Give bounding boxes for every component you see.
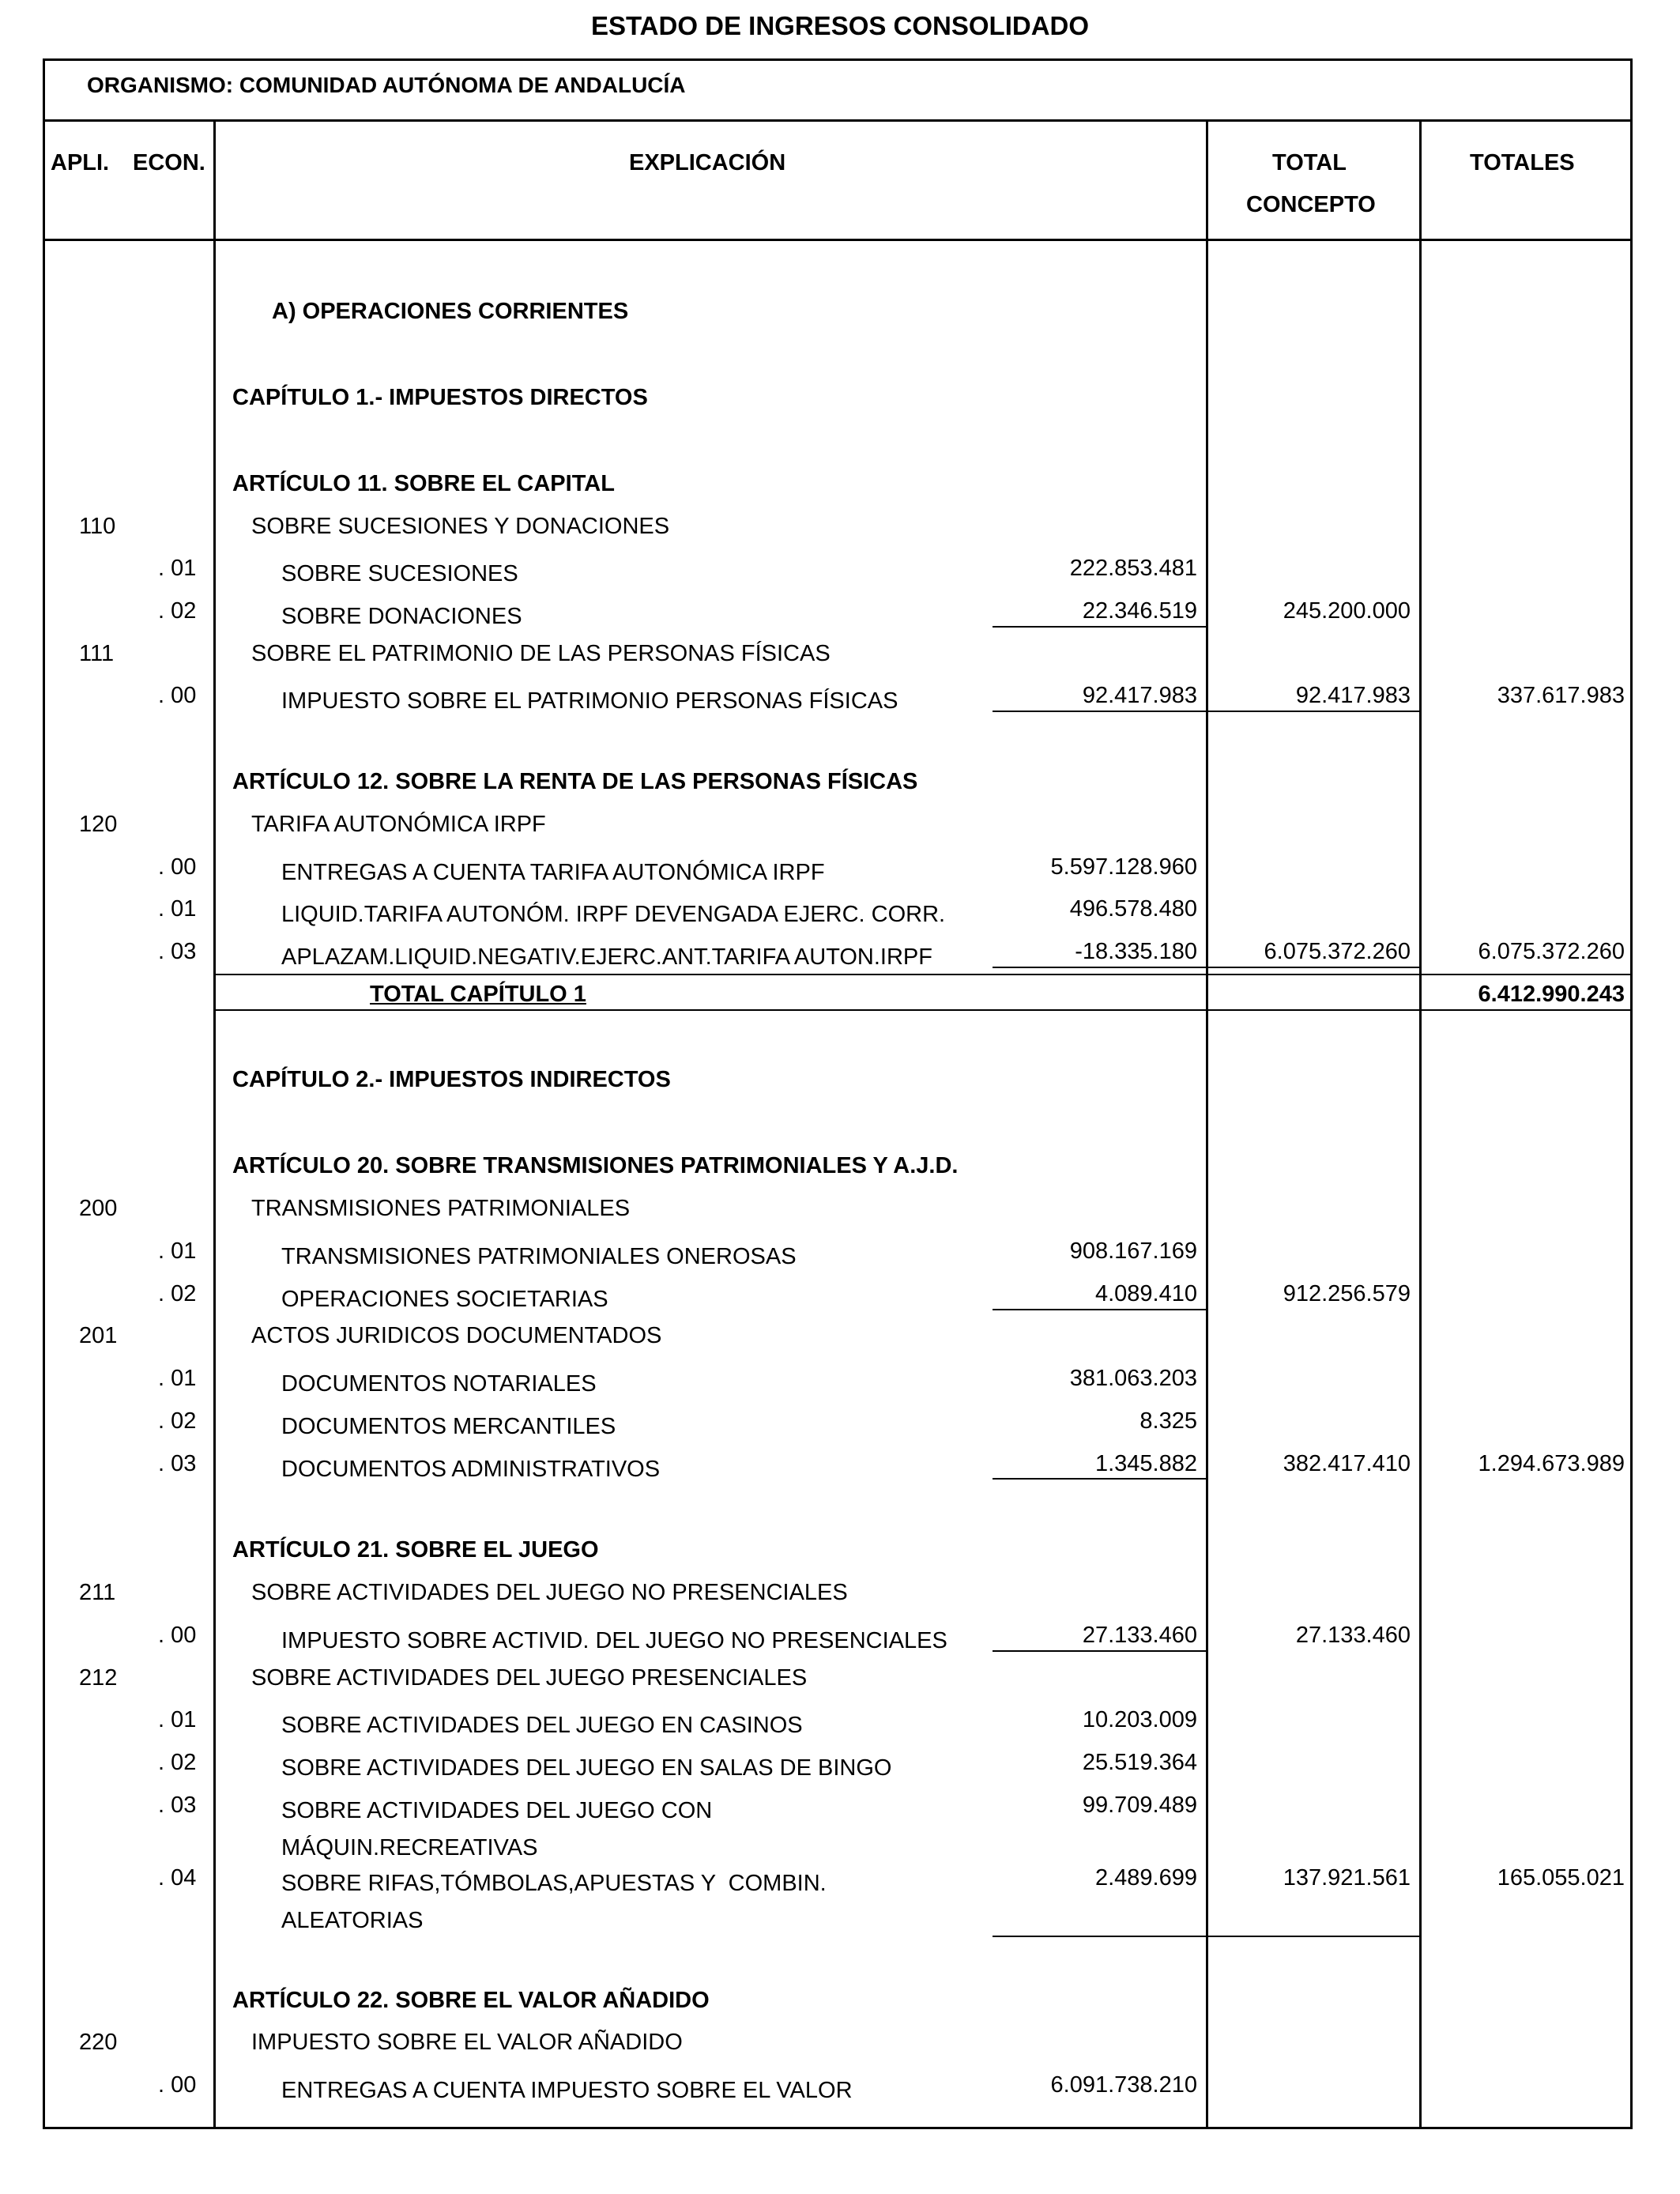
explicacion-text: A) OPERACIONES CORRIENTES bbox=[272, 299, 629, 324]
importe-value: 1.345.882 bbox=[1094, 1451, 1197, 1476]
econ-code: . 02 bbox=[158, 598, 197, 624]
explicacion-text: TOTAL CAPÍTULO 1 bbox=[370, 982, 586, 1007]
explicacion-text: ARTÍCULO 12. SOBRE LA RENTA DE LAS PERSONAS FÍSICAS bbox=[232, 769, 918, 794]
table-row bbox=[0, 896, 1680, 928]
explicacion-text: DOCUMENTOS NOTARIALES bbox=[281, 1371, 597, 1397]
sum-underline bbox=[993, 711, 1207, 712]
divider bbox=[1419, 119, 1422, 2129]
divider bbox=[1206, 119, 1208, 2129]
table-row bbox=[0, 982, 1680, 1013]
econ-code: . 00 bbox=[158, 854, 197, 880]
divider bbox=[213, 119, 216, 2129]
sum-underline bbox=[1206, 1936, 1421, 1937]
totales-value: 6.412.990.243 bbox=[1478, 982, 1625, 1007]
importe-value: 92.417.983 bbox=[1082, 683, 1197, 708]
total-concepto-value: 92.417.983 bbox=[1295, 683, 1411, 708]
econ-code: . 02 bbox=[158, 1750, 197, 1775]
total-concepto-value: 912.256.579 bbox=[1283, 1281, 1411, 1306]
table-row bbox=[0, 1196, 1680, 1227]
explicacion-text: APLAZAM.LIQUID.NEGATIV.EJERC.ANT.TARIFA AUTON.IRPF bbox=[281, 944, 932, 970]
totales-value: 6.075.372.260 bbox=[1478, 939, 1625, 964]
header-apli: APLI. bbox=[51, 150, 110, 175]
apli-code: 110 bbox=[79, 514, 116, 539]
explicacion-text: SOBRE ACTIVIDADES DEL JUEGO EN SALAS DE BINGO bbox=[281, 1755, 892, 1781]
econ-code: . 02 bbox=[158, 1408, 197, 1434]
table-row bbox=[0, 1988, 1680, 2019]
econ-code: . 00 bbox=[158, 1623, 197, 1648]
total-concepto-value: 382.417.410 bbox=[1283, 1451, 1411, 1476]
divider bbox=[43, 119, 1633, 122]
totales-value: 1.294.673.989 bbox=[1478, 1451, 1625, 1476]
table-row bbox=[0, 1281, 1680, 1313]
econ-code: . 03 bbox=[158, 939, 197, 964]
table-row bbox=[0, 854, 1680, 886]
table-row bbox=[0, 299, 1680, 330]
header-econ: ECON. bbox=[133, 150, 205, 175]
explicacion-text: ARTÍCULO 22. SOBRE EL VALOR AÑADIDO bbox=[232, 1988, 710, 2013]
importe-value: 908.167.169 bbox=[1069, 1238, 1197, 1264]
apli-code: 211 bbox=[79, 1580, 116, 1605]
table-row bbox=[0, 2030, 1680, 2061]
explicacion-text: DOCUMENTOS ADMINISTRATIVOS bbox=[281, 1457, 661, 1482]
sum-underline bbox=[1206, 967, 1421, 968]
importe-value: 27.133.460 bbox=[1082, 1623, 1197, 1648]
table-row bbox=[0, 1750, 1680, 1781]
document-title: ESTADO DE INGRESOS CONSOLIDADO bbox=[590, 11, 1090, 40]
table-row bbox=[0, 385, 1680, 417]
econ-code: . 01 bbox=[158, 896, 197, 922]
sum-underline bbox=[993, 1309, 1207, 1310]
econ-code: . 01 bbox=[158, 1366, 197, 1391]
table-row bbox=[0, 471, 1680, 503]
table-row bbox=[0, 641, 1680, 673]
sum-underline bbox=[993, 1936, 1207, 1937]
table-row bbox=[0, 1323, 1680, 1355]
explicacion-text: SOBRE ACTIVIDADES DEL JUEGO PRESENCIALES bbox=[251, 1665, 808, 1691]
table-row bbox=[0, 1451, 1680, 1483]
header-total-concepto-line2: CONCEPTO bbox=[1246, 192, 1376, 217]
importe-value: 6.091.738.210 bbox=[1050, 2072, 1197, 2098]
sum-underline bbox=[1206, 711, 1421, 712]
explicacion-text: ARTÍCULO 21. SOBRE EL JUEGO bbox=[232, 1537, 599, 1563]
econ-code: . 01 bbox=[158, 1707, 197, 1732]
explicacion-text: ENTREGAS A CUENTA TARIFA AUTONÓMICA IRPF bbox=[281, 860, 825, 885]
sum-underline bbox=[993, 1650, 1207, 1652]
explicacion-text: SOBRE DONACIONES bbox=[281, 604, 522, 629]
importe-value: 4.089.410 bbox=[1094, 1281, 1197, 1306]
importe-value: 25.519.364 bbox=[1082, 1750, 1197, 1775]
importe-value: 5.597.128.960 bbox=[1050, 854, 1197, 880]
importe-value: 22.346.519 bbox=[1082, 598, 1197, 624]
table-row bbox=[0, 1665, 1680, 1697]
table-row bbox=[0, 1793, 1680, 1860]
table-row bbox=[0, 556, 1680, 587]
sum-underline bbox=[993, 1478, 1207, 1480]
table-row bbox=[0, 598, 1680, 630]
econ-code: . 03 bbox=[158, 1793, 197, 1818]
total-concepto-value: 27.133.460 bbox=[1295, 1623, 1411, 1648]
table-row bbox=[0, 1408, 1680, 1440]
importe-value: 222.853.481 bbox=[1069, 556, 1197, 581]
explicacion-text: ENTREGAS A CUENTA IMPUESTO SOBRE EL VALOR bbox=[281, 2078, 853, 2103]
explicacion-text: TRANSMISIONES PATRIMONIALES ONEROSAS bbox=[281, 1244, 797, 1269]
explicacion-text: SOBRE EL PATRIMONIO DE LAS PERSONAS FÍSICAS bbox=[251, 641, 831, 666]
totales-value: 337.617.983 bbox=[1497, 683, 1625, 708]
econ-code: . 02 bbox=[158, 1281, 197, 1306]
explicacion-text: SOBRE ACTIVIDADES DEL JUEGO EN CASINOS bbox=[281, 1713, 803, 1738]
apli-code: 201 bbox=[79, 1323, 118, 1348]
explicacion-text: CAPÍTULO 2.- IMPUESTOS INDIRECTOS bbox=[232, 1067, 671, 1092]
explicacion-text: IMPUESTO SOBRE EL PATRIMONIO PERSONAS FÍSICAS bbox=[281, 688, 898, 714]
apli-code: 200 bbox=[79, 1196, 118, 1221]
table-row bbox=[0, 1707, 1680, 1739]
table-row bbox=[0, 514, 1680, 545]
econ-code: . 01 bbox=[158, 556, 197, 581]
explicacion-text: DOCUMENTOS MERCANTILES bbox=[281, 1414, 616, 1439]
explicacion-text: IMPUESTO SOBRE EL VALOR AÑADIDO bbox=[251, 2030, 683, 2055]
importe-value: 99.709.489 bbox=[1082, 1793, 1197, 1818]
explicacion-text: CAPÍTULO 1.- IMPUESTOS DIRECTOS bbox=[232, 385, 648, 410]
econ-code: . 01 bbox=[158, 1238, 197, 1264]
explicacion-text: SOBRE ACTIVIDADES DEL JUEGO CON MÁQUIN.RECREATIVAS bbox=[281, 1798, 713, 1860]
table-row bbox=[0, 1067, 1680, 1099]
explicacion-text: LIQUID.TARIFA AUTONÓM. IRPF DEVENGADA EJERC. CORR. bbox=[281, 902, 946, 927]
table-row bbox=[0, 2072, 1680, 2104]
table-row bbox=[0, 1865, 1680, 1933]
total-concepto-value: 6.075.372.260 bbox=[1264, 939, 1411, 964]
explicacion-text: SOBRE RIFAS,TÓMBOLAS,APUESTAS Y COMBIN. ALEATORIAS bbox=[281, 1871, 827, 1933]
explicacion-text: SOBRE SUCESIONES Y DONACIONES bbox=[251, 514, 670, 539]
totales-value: 165.055.021 bbox=[1497, 1865, 1625, 1891]
organismo-label: ORGANISMO: COMUNIDAD AUTÓNOMA DE ANDALUCÍA bbox=[87, 73, 686, 97]
header-explicacion: EXPLICACIÓN bbox=[629, 150, 786, 175]
econ-code: . 00 bbox=[158, 2072, 197, 2098]
importe-value: -18.335.180 bbox=[1075, 939, 1197, 964]
explicacion-text: OPERACIONES SOCIETARIAS bbox=[281, 1287, 608, 1312]
table-row bbox=[0, 939, 1680, 971]
table-row bbox=[0, 1537, 1680, 1569]
importe-value: 8.325 bbox=[1139, 1408, 1197, 1434]
total-concepto-value: 245.200.000 bbox=[1283, 598, 1411, 624]
apli-code: 120 bbox=[79, 812, 118, 837]
explicacion-text: SOBRE ACTIVIDADES DEL JUEGO NO PRESENCIALES bbox=[251, 1580, 848, 1605]
table-row bbox=[0, 1580, 1680, 1612]
table-row bbox=[0, 1366, 1680, 1397]
sum-underline bbox=[993, 626, 1207, 628]
header-totales: TOTALES bbox=[1470, 150, 1575, 175]
explicacion-text: ARTÍCULO 20. SOBRE TRANSMISIONES PATRIMONIALES Y A.J.D. bbox=[232, 1153, 959, 1178]
explicacion-text: ARTÍCULO 11. SOBRE EL CAPITAL bbox=[232, 471, 615, 496]
apli-code: 220 bbox=[79, 2030, 118, 2055]
table-row bbox=[0, 1153, 1680, 1185]
apli-code: 212 bbox=[79, 1665, 118, 1691]
table-row bbox=[0, 683, 1680, 714]
total-row-border bbox=[213, 974, 1633, 975]
table-row bbox=[0, 1238, 1680, 1270]
explicacion-text: SOBRE SUCESIONES bbox=[281, 561, 518, 586]
importe-value: 381.063.203 bbox=[1069, 1366, 1197, 1391]
divider bbox=[43, 239, 1633, 241]
importe-value: 10.203.009 bbox=[1082, 1707, 1197, 1732]
table-row bbox=[0, 1623, 1680, 1654]
importe-value: 496.578.480 bbox=[1069, 896, 1197, 922]
header-total-concepto-line1: TOTAL bbox=[1272, 150, 1347, 175]
table-row bbox=[0, 812, 1680, 843]
importe-value: 2.489.699 bbox=[1094, 1865, 1197, 1891]
total-row-border bbox=[213, 1009, 1633, 1011]
explicacion-text: ACTOS JURIDICOS DOCUMENTADOS bbox=[251, 1323, 662, 1348]
explicacion-text: IMPUESTO SOBRE ACTIVID. DEL JUEGO NO PRESENCIALES bbox=[281, 1628, 947, 1653]
econ-code: . 00 bbox=[158, 683, 197, 708]
sum-underline bbox=[993, 967, 1207, 968]
explicacion-text: TARIFA AUTONÓMICA IRPF bbox=[251, 812, 546, 837]
econ-code: . 03 bbox=[158, 1451, 197, 1476]
apli-code: 111 bbox=[79, 641, 115, 666]
table-row bbox=[0, 769, 1680, 801]
explicacion-text: TRANSMISIONES PATRIMONIALES bbox=[251, 1196, 631, 1221]
econ-code: . 04 bbox=[158, 1865, 197, 1891]
total-concepto-value: 137.921.561 bbox=[1283, 1865, 1411, 1891]
